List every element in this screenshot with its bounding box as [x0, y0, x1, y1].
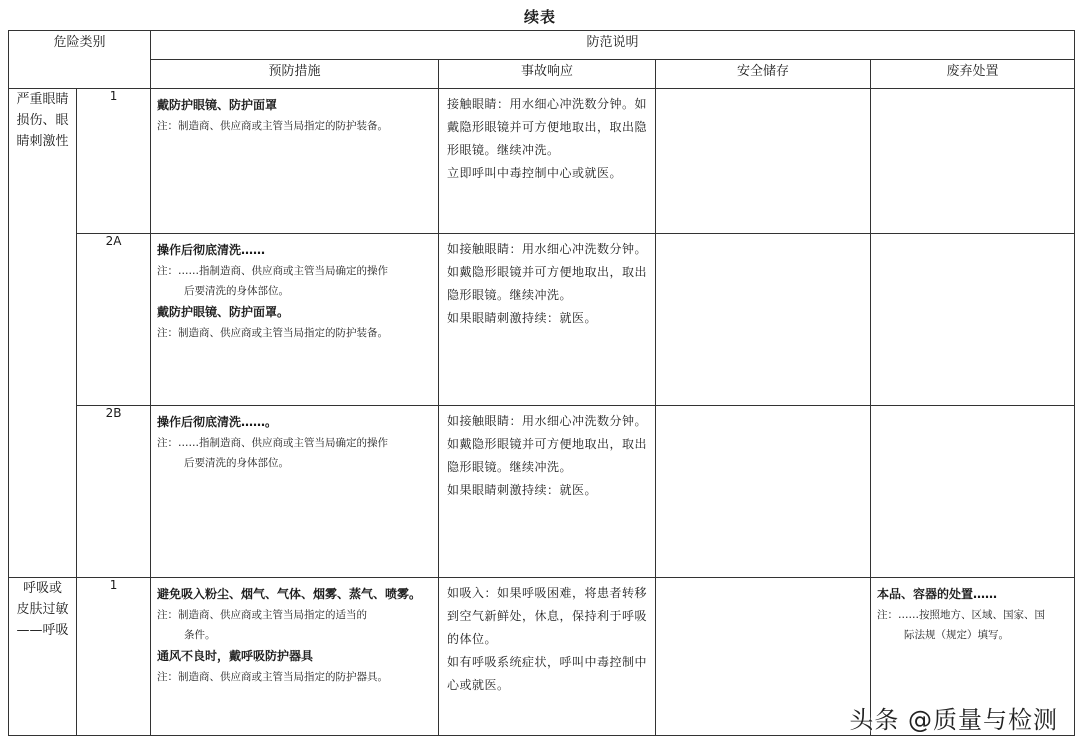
prevention-cell [151, 406, 439, 578]
prevention-note: 注：……指制造商、供应商或主管当局确定的操作 后要清洗的身体部位。 [157, 437, 389, 469]
disposal-cell [871, 406, 1075, 578]
prevention-note: 注：……指制造商、供应商或主管当局确定的操作 后要清洗的身体部位。 [157, 265, 389, 297]
disposal-cell [871, 234, 1075, 406]
disposal-note: 注：……按照地方、区域、国家、国 际法规（规定）填写。 [877, 609, 1046, 641]
level-cell: 1 [77, 89, 151, 234]
level-cell: 1 [77, 578, 151, 736]
level-cell: 2B [77, 406, 151, 578]
hazard-precaution-table [8, 30, 1075, 736]
response-cell [439, 89, 656, 234]
category-cell: 呼吸或 皮肤过敏 ——呼吸 [9, 578, 77, 736]
watermark: 头条 @质量与检测 [849, 706, 1058, 734]
prevention-cell [151, 578, 439, 736]
table-row [9, 89, 1075, 234]
response-text: 如接触眼睛：用水细心冲洗数分钟。如戴隐形眼镜并可方便地取出，取出隐形眼镜。继续冲洗。 如果眼睛刺激持续：就医。 [447, 414, 648, 497]
response-cell [439, 234, 656, 406]
prevention-text: 操作后彻底清洗…… [157, 243, 266, 257]
table-row [9, 406, 1075, 578]
prevention-cell [151, 89, 439, 234]
table-row [9, 234, 1075, 406]
response-cell [439, 406, 656, 578]
prevention-cell [151, 234, 439, 406]
response-text: 如吸入：如果呼吸困难，将患者转移到空气新鲜处，休息，保持利于呼吸的体位。 如有呼吸系统症状，呼叫中毒控制中心或就医。 [447, 586, 648, 692]
prevention-text: 通风不良时，戴呼吸防护器具 [157, 649, 314, 663]
header-explanation: 防范说明 [151, 31, 1075, 60]
storage-cell [656, 406, 871, 578]
prevention-note: 注：制造商、供应商或主管当局指定的防护装备。 [157, 327, 389, 339]
storage-cell [656, 234, 871, 406]
response-text: 接触眼睛：用水细心冲洗数分钟。如戴隐形眼镜并可方便地取出，取出隐形眼镜。继续冲洗。 立即呼叫中毒控制中心或就医。 [447, 97, 648, 180]
response-text: 如接触眼睛：用水细心冲洗数分钟。如戴隐形眼镜并可方便地取出，取出隐形眼镜。继续冲洗。 如果眼睛刺激持续：就医。 [447, 242, 648, 325]
page-title: 续表 [523, 8, 556, 26]
storage-cell [656, 578, 871, 736]
level-cell: 2A [77, 234, 151, 406]
prevention-text: 操作后彻底清洗……。 [157, 415, 278, 429]
header-prevention: 预防措施 [151, 60, 439, 89]
header-storage: 安全储存 [656, 60, 871, 89]
response-cell [439, 578, 656, 736]
prevention-text: 避免吸入粉尘、烟气、气体、烟雾、蒸气、喷雾。 [157, 587, 422, 601]
prevention-note: 注：制造商、供应商或主管当局指定的适当的 条件。 [157, 609, 368, 641]
header-response: 事故响应 [439, 60, 656, 89]
prevention-text: 戴防护眼镜、防护面罩。 [157, 305, 290, 319]
disposal-cell [871, 89, 1075, 234]
header-disposal: 废弃处置 [871, 60, 1075, 89]
disposal-text: 本品、容器的处置…… [877, 587, 998, 601]
prevention-note: 注：制造商、供应商或主管当局指定的防护装备。 [157, 120, 389, 132]
prevention-text: 戴防护眼镜、防护面罩 [157, 98, 278, 112]
storage-cell [656, 89, 871, 234]
header-category: 危险类别 [9, 31, 151, 89]
category-cell: 严重眼睛 损伤、眼 睛刺激性 [9, 89, 77, 578]
prevention-note: 注：制造商、供应商或主管当局指定的防护器具。 [157, 671, 389, 683]
